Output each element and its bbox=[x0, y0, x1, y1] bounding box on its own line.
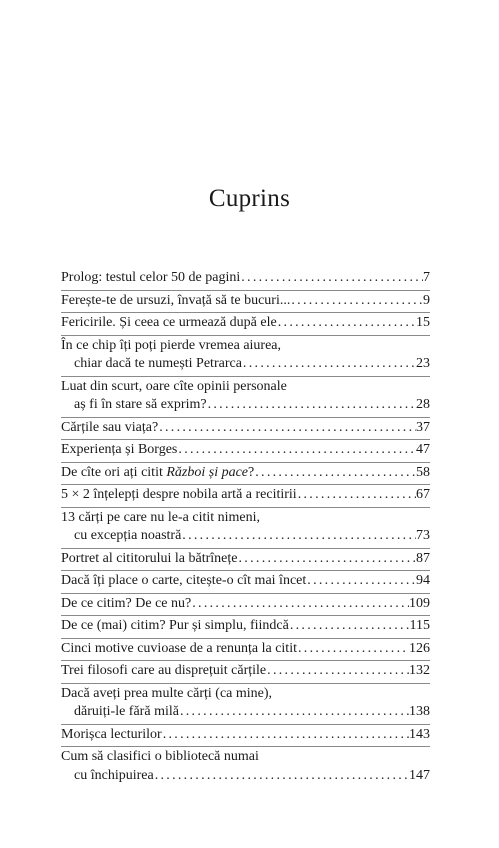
toc-entry bbox=[61, 549, 430, 572]
toc-entry bbox=[61, 661, 430, 684]
toc-entry bbox=[61, 571, 430, 594]
toc-entry-title: Portret al cititorului la bătrînețe bbox=[61, 550, 238, 566]
book-title-italic: Război și pace bbox=[166, 464, 249, 480]
page-title: Cuprins bbox=[208, 185, 291, 212]
dot-leader bbox=[306, 572, 416, 591]
toc-entry bbox=[61, 268, 430, 291]
dot-leader bbox=[240, 269, 423, 288]
toc-page-number: 28 bbox=[416, 397, 430, 412]
toc-page-number: 23 bbox=[416, 356, 430, 371]
toc-page-number: 47 bbox=[416, 442, 430, 457]
toc-entry bbox=[61, 639, 430, 662]
table-of-contents bbox=[61, 268, 430, 787]
toc-entry-title-pre: De cîte ori ați citit bbox=[61, 464, 167, 480]
toc-entry-title-continued: chiar dacă te numești Petrarca bbox=[74, 356, 242, 371]
dot-leader bbox=[181, 527, 416, 546]
dot-leader bbox=[297, 640, 409, 659]
dot-leader bbox=[207, 396, 416, 415]
dot-leader bbox=[154, 767, 409, 786]
toc-page-number: 132 bbox=[409, 663, 430, 678]
dot-leader bbox=[242, 355, 416, 374]
toc-entry-title: Dacă aveți prea multe cărți (ca mine), bbox=[61, 685, 273, 701]
dot-leader bbox=[162, 726, 409, 745]
toc-entry-title-continued: aș fi în stare să exprim? bbox=[74, 397, 207, 412]
toc-entry bbox=[61, 418, 430, 441]
toc-entry-title: Prolog: testul celor 50 de pagini bbox=[61, 270, 241, 285]
toc-entry-title bbox=[61, 464, 254, 483]
toc-entry bbox=[61, 440, 430, 463]
toc-entry bbox=[61, 463, 430, 486]
toc-entry bbox=[61, 485, 430, 508]
toc-page-number: 9 bbox=[423, 292, 430, 308]
toc-entry bbox=[61, 336, 430, 377]
toc-entry-title: De ce (mai) citim? Pur și simplu, fiindcă bbox=[61, 618, 289, 633]
dot-leader bbox=[297, 486, 416, 505]
toc-page-number: 58 bbox=[416, 464, 430, 480]
toc-entry-title: 5 × 2 înțelepți despre nobila artă a recitirii bbox=[61, 487, 297, 502]
toc-entry bbox=[61, 616, 430, 639]
toc-page-number: 67 bbox=[416, 487, 430, 502]
toc-entry-title: Luat din scurt, oare cîte opinii personale bbox=[61, 378, 287, 394]
toc-entry-title-post: ? bbox=[248, 464, 255, 480]
toc-entry-title: Dacă îți place o carte, citește-o cît mai încet bbox=[61, 573, 307, 588]
toc-entry bbox=[61, 725, 430, 748]
toc-entry-title: Fericirile. Și ceea ce urmează după ele bbox=[61, 315, 277, 330]
dot-leader bbox=[238, 550, 417, 569]
dot-leader bbox=[266, 662, 409, 681]
toc-entry bbox=[61, 594, 430, 617]
toc-entry bbox=[61, 508, 430, 549]
toc-page-number: 147 bbox=[409, 767, 430, 783]
toc-entry-title-continued: dăruiți-le fără milă bbox=[74, 704, 179, 719]
dot-leader bbox=[277, 314, 416, 333]
toc-entry-title: Cum să clasifici o bibliotecă numai bbox=[61, 749, 259, 764]
toc-page-number: 109 bbox=[409, 595, 430, 611]
toc-entry-title: 13 cărți pe care nu le-a citit nimeni, bbox=[61, 509, 261, 525]
toc-entry bbox=[61, 747, 430, 787]
toc-entry bbox=[61, 377, 430, 418]
toc-page-number: 15 bbox=[416, 315, 430, 330]
dot-leader bbox=[177, 441, 416, 460]
toc-page-number: 94 bbox=[416, 573, 430, 588]
toc-entry-title: În ce chip îți poți pierde vremea aiurea, bbox=[61, 337, 282, 353]
toc-page-number: 143 bbox=[409, 726, 430, 742]
toc-entry bbox=[61, 313, 430, 336]
dot-leader bbox=[254, 464, 416, 483]
toc-entry-title: De ce citim? De ce nu? bbox=[61, 595, 192, 611]
dot-leader bbox=[290, 292, 423, 311]
toc-page-number: 138 bbox=[409, 704, 430, 719]
toc-page-number: 37 bbox=[416, 419, 430, 435]
toc-entry-title: Experiența și Borges bbox=[61, 442, 178, 457]
toc-page-number: 7 bbox=[423, 270, 430, 285]
toc-page-number: 115 bbox=[409, 618, 430, 633]
toc-entry bbox=[61, 684, 430, 725]
dot-leader bbox=[158, 419, 416, 438]
dot-leader bbox=[179, 703, 409, 722]
toc-page-number: 126 bbox=[409, 640, 430, 656]
toc-entry-title-continued: cu excepția noastră bbox=[74, 528, 182, 543]
dot-leader bbox=[289, 617, 410, 636]
toc-entry-title: Ferește-te de ursuzi, învață să te bucuri... bbox=[61, 292, 291, 308]
toc-page-number: 87 bbox=[416, 550, 430, 566]
toc-entry-title: Morișca lecturilor bbox=[61, 726, 162, 742]
toc-entry-title: Trei filosofi care au disprețuit cărțile bbox=[61, 663, 267, 678]
dot-leader bbox=[191, 595, 409, 614]
toc-entry-title: Cărțile sau viața? bbox=[61, 419, 159, 435]
toc-entry bbox=[61, 291, 430, 314]
toc-entry-title: Cinci motive cuvioase de a renunța la citit bbox=[61, 640, 297, 656]
toc-entry-title-continued: cu închipuirea bbox=[74, 767, 154, 783]
toc-page-number: 73 bbox=[416, 528, 430, 543]
